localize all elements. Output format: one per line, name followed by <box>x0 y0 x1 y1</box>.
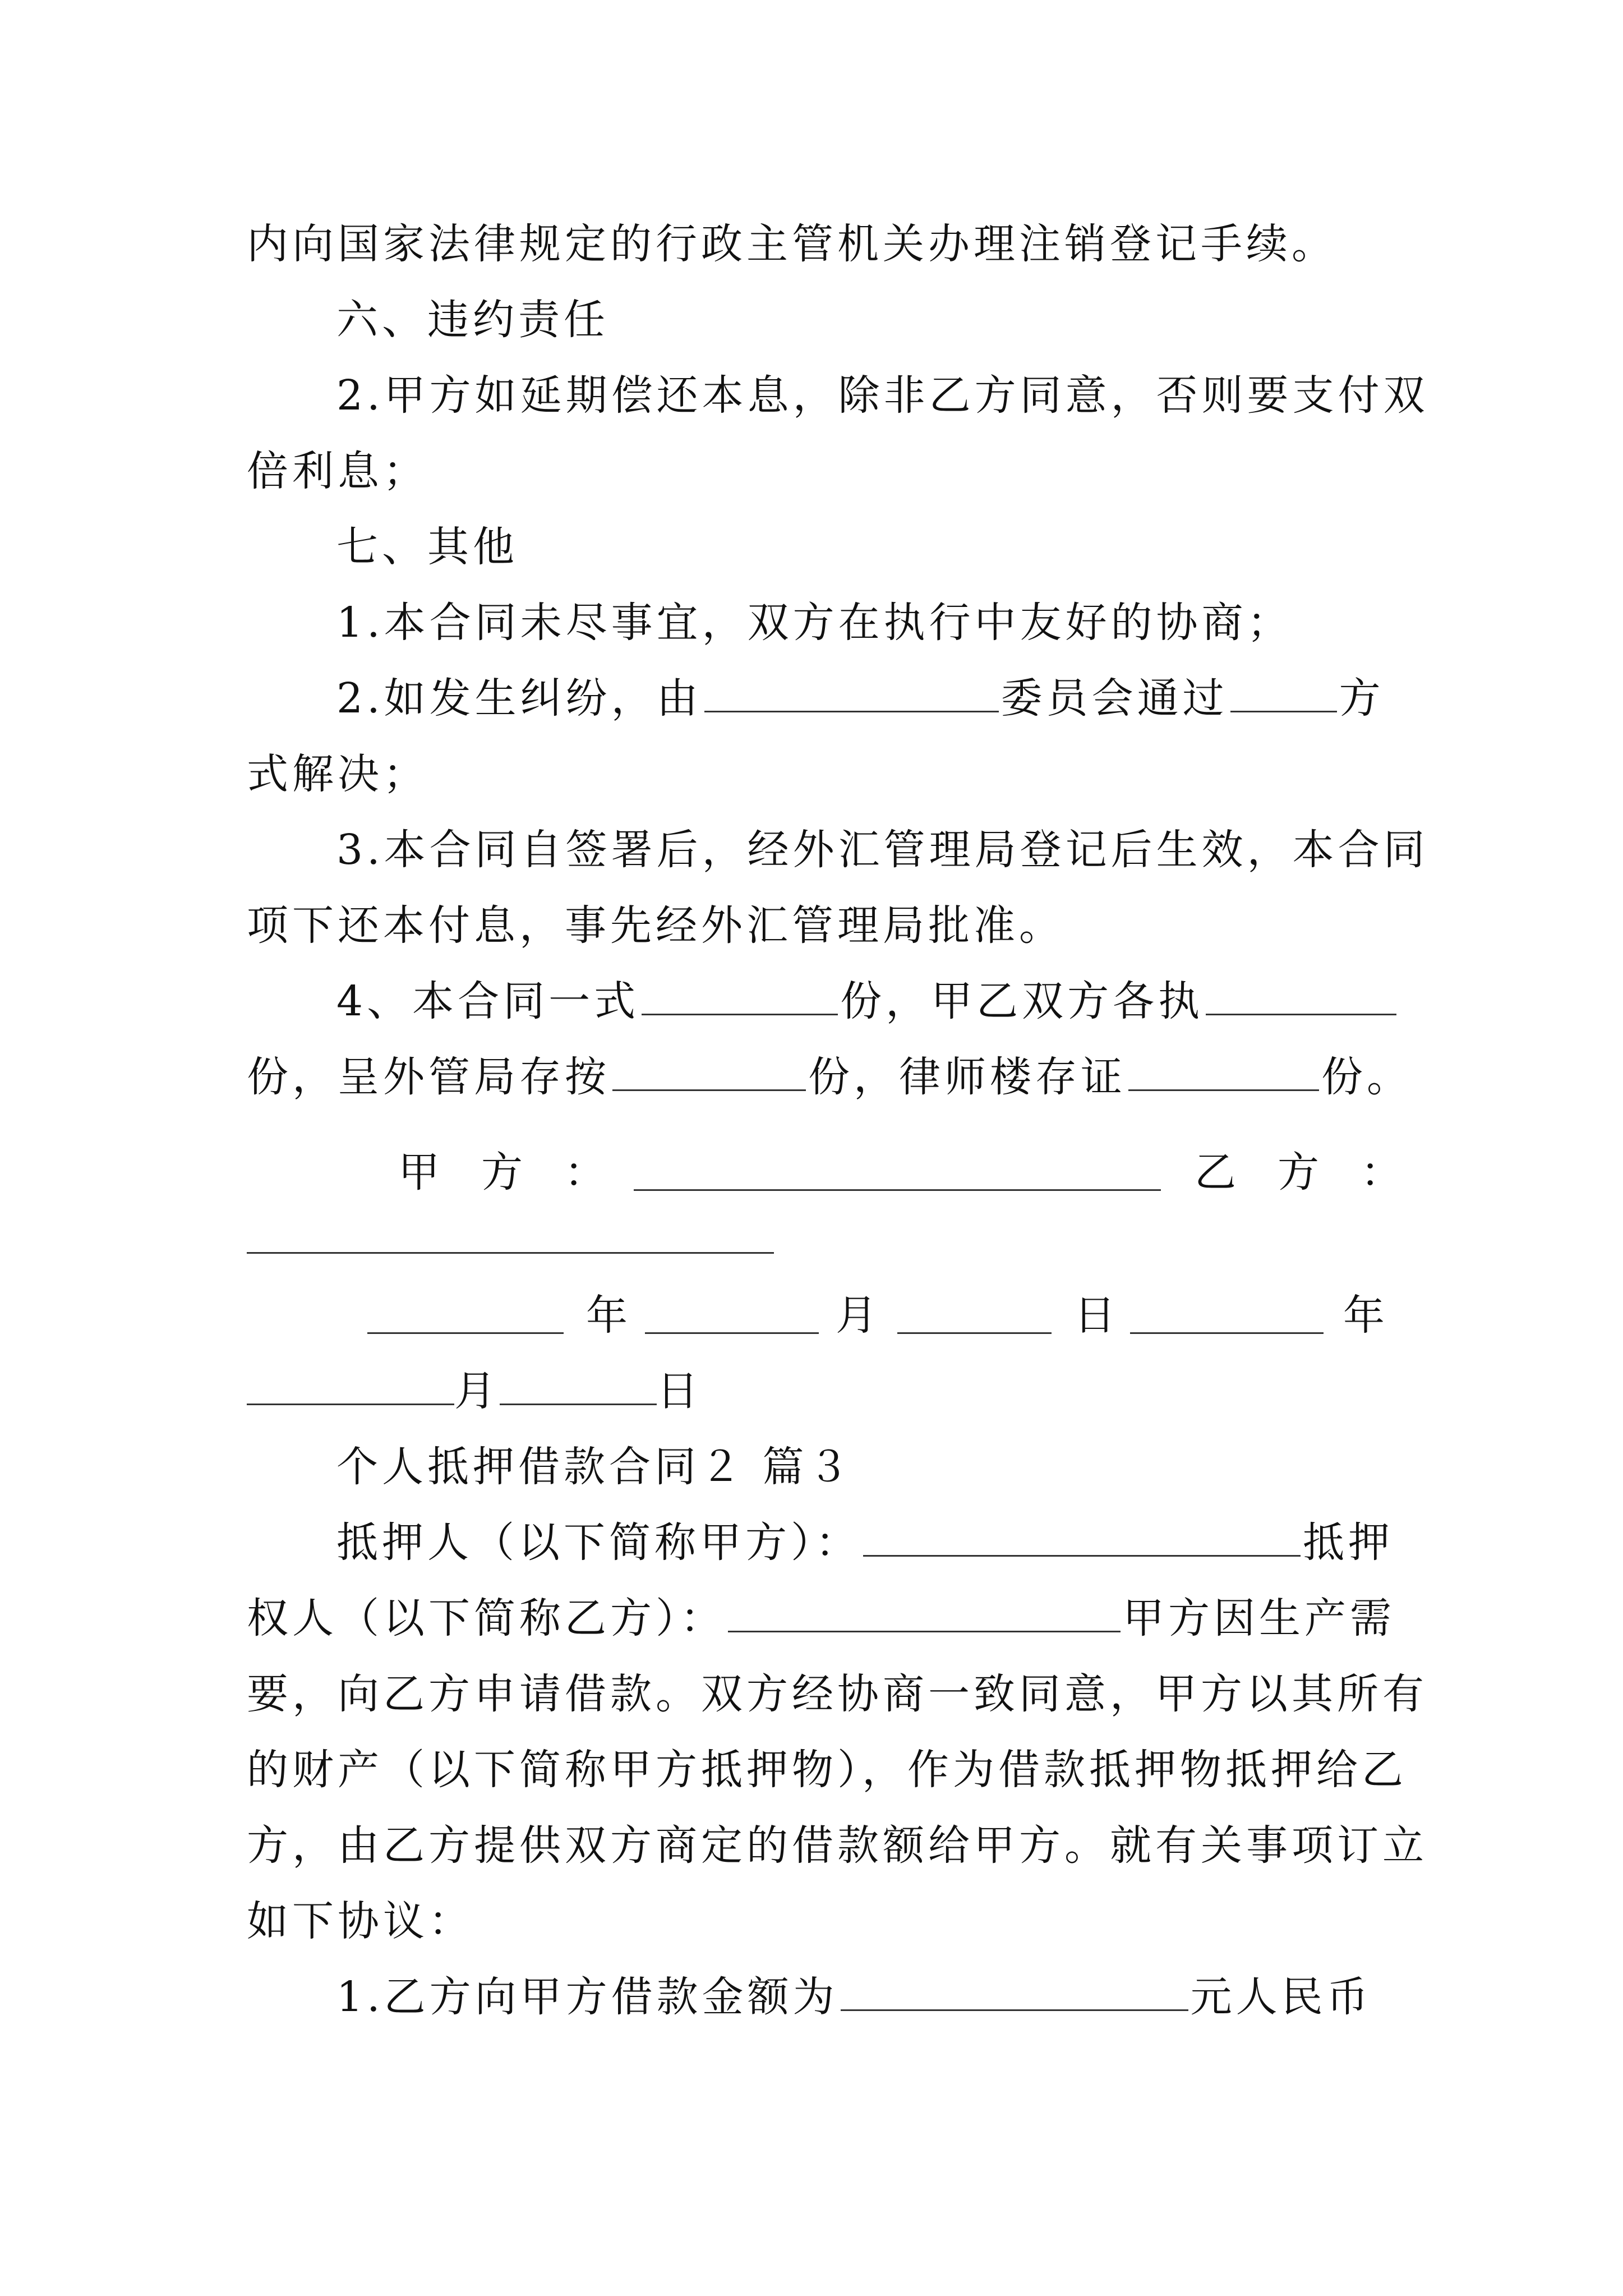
party-a-signature-blank[interactable] <box>634 1150 1161 1191</box>
fill-blank[interactable] <box>863 1516 1301 1557</box>
fill-blank[interactable] <box>728 1591 1121 1632</box>
paragraph-line <box>336 1969 1380 2025</box>
paragraph-line: 如下协议： <box>247 1897 474 1945</box>
section-heading: 七、其他 <box>336 523 518 571</box>
clause-text: 抵押 <box>1303 1519 1394 1567</box>
paragraph-line: 项下还本付息，事先经外汇管理局批准。 <box>247 901 1064 950</box>
contract-title: 个人抵押借款合同２ 篇３ <box>336 1443 854 1491</box>
clause-text: 2.如发生纠纷，由 <box>336 674 702 723</box>
clause-text: 份。 <box>1321 1053 1412 1101</box>
party-a-label: 甲 方 ： <box>398 1148 606 1197</box>
paragraph-line <box>247 1049 1412 1105</box>
clause-text: 份，呈外管局存按 <box>247 1053 610 1101</box>
clause-text: 方 <box>1339 674 1385 723</box>
month-label: 月 <box>836 1291 877 1340</box>
day-blank[interactable] <box>500 1364 657 1405</box>
paragraph-line <box>247 1590 1395 1646</box>
clause-text: 权人（以下简称乙方）： <box>247 1594 726 1642</box>
clause-text: 元人民币 <box>1190 1973 1372 2021</box>
paragraph-line: 倍利息； <box>247 447 428 495</box>
fill-blank[interactable] <box>642 974 838 1015</box>
day-blank[interactable] <box>897 1293 1052 1334</box>
clause-text: 1.乙方向甲方借款金额为 <box>336 1973 838 2021</box>
paragraph-line: 3.本合同自签署后，经外汇管理局登记后生效，本合同 <box>336 826 1429 874</box>
paragraph-line: 方，由乙方提供双方商定的借款额给甲方。就有关事项订立 <box>247 1821 1428 1870</box>
day-label: 日 <box>1074 1291 1115 1340</box>
signature-line <box>247 1144 1402 1200</box>
month-label: 月 <box>454 1367 500 1415</box>
fill-blank[interactable] <box>612 1050 806 1091</box>
paragraph-line: 内向国家法律规定的行政主管机关办理注销登记手续。 <box>247 220 1337 268</box>
year-blank[interactable] <box>367 1293 564 1334</box>
paragraph-line: 2.甲方如延期偿还本息，除非乙方同意，否则要支付双 <box>336 371 1429 420</box>
paragraph-line: 要，向乙方申请借款。双方经协商一致同意，甲方以其所有 <box>247 1670 1428 1718</box>
signature-line <box>247 1212 1380 1268</box>
month-blank[interactable] <box>645 1293 819 1334</box>
clause-text: 抵押人（以下简称甲方）： <box>336 1519 861 1567</box>
clause-text: 甲方因生产需 <box>1123 1594 1395 1642</box>
fill-blank[interactable] <box>704 671 999 712</box>
paragraph-line <box>336 670 1385 726</box>
section-heading: 六、违约责任 <box>336 296 609 344</box>
year-label: 年 <box>586 1291 628 1340</box>
fill-blank[interactable] <box>1230 671 1337 712</box>
paragraph-line <box>336 1515 1394 1571</box>
paragraph-line <box>336 973 1380 1029</box>
date-line <box>247 1363 1380 1419</box>
fill-blank[interactable] <box>1128 1050 1319 1091</box>
paragraph-line: 1.本合同未尽事宜，双方在执行中友好的协商； <box>336 599 1293 647</box>
month-blank[interactable] <box>247 1364 454 1405</box>
fill-blank[interactable] <box>841 1970 1188 2011</box>
clause-text: 委员会通过 <box>1000 674 1228 723</box>
paragraph-line: 式解决； <box>247 750 428 798</box>
clause-text: 份，律师楼存证 <box>808 1053 1126 1101</box>
paragraph-line: 的财产（以下简称甲方抵押物），作为借款抵押物抵押给乙 <box>247 1746 1407 1794</box>
date-line <box>247 1287 1385 1343</box>
clause-text: 份，甲乙双方各执 <box>840 977 1204 1025</box>
year-blank[interactable] <box>1130 1293 1324 1334</box>
party-b-signature-blank[interactable] <box>247 1213 774 1254</box>
fill-blank[interactable] <box>1206 974 1396 1015</box>
clause-text: 4、本合同一式 <box>336 977 640 1025</box>
year-label: 年 <box>1343 1291 1385 1340</box>
party-b-label: 乙 方 ： <box>1195 1148 1402 1197</box>
day-label: 日 <box>657 1367 702 1415</box>
